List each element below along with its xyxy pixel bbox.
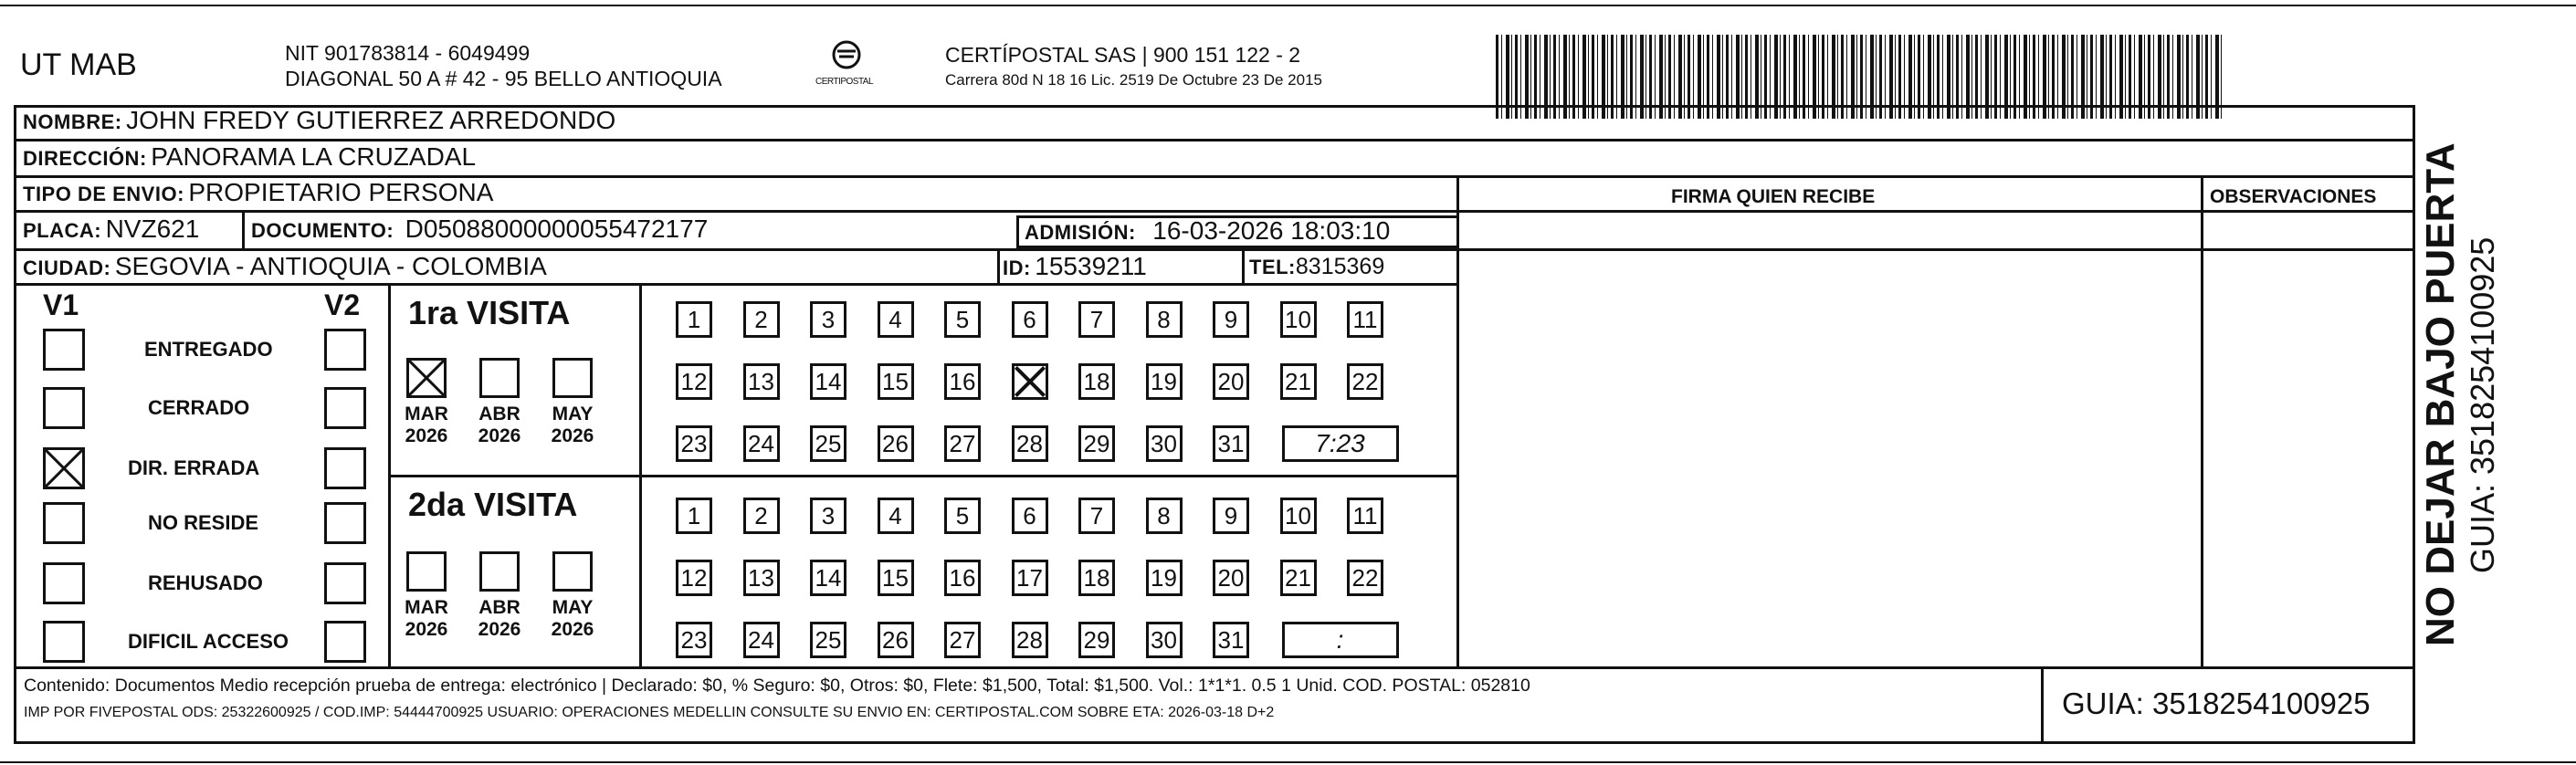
placa-value: NVZ621 [105,215,200,243]
month-name: ABR [478,403,520,424]
month-year: 2026 [405,619,448,640]
day-cell[interactable]: 13 [743,363,780,400]
day-cell[interactable]: 1 [676,498,712,534]
field-divider [242,210,245,248]
day-cell[interactable]: 7 [1078,301,1115,338]
status-label: NO RESIDE [148,511,259,534]
day-cell[interactable]: 9 [1213,498,1249,534]
day-cell[interactable]: 21 [1280,560,1317,596]
company-nit: NIT 901783814 - 6049499 [285,41,531,65]
v2-status-checkbox[interactable] [324,621,366,663]
direccion-value: PANORAMA LA CRUZADAL [151,142,477,171]
v2-status-checkbox[interactable] [324,502,366,544]
v1-status-checkbox[interactable] [43,447,85,489]
tel-field [1249,254,1384,280]
day-cell[interactable]: 27 [944,425,981,462]
status-label: ENTREGADO [144,338,273,361]
v1-header: V1 [43,288,79,321]
field-divider [997,248,1000,283]
month-checkbox[interactable] [479,358,520,398]
month-label [472,597,527,641]
day-cell[interactable]: 6 [1012,301,1048,338]
day-cell[interactable]: 1 [676,301,712,338]
day-cell[interactable]: 3 [810,498,846,534]
month-year: 2026 [478,619,521,640]
day-cell[interactable]: 5 [944,301,981,338]
day-cell[interactable]: 2 [743,498,780,534]
v2-header: V2 [324,288,361,321]
admision-label: ADMISIÓN: [1025,221,1136,244]
side-guia: GUIA: 3518254100925 [2464,236,2501,573]
documento-field [251,215,708,244]
month-checkbox[interactable] [406,358,447,398]
courier-info [945,42,1322,93]
day-cell[interactable]: 8 [1146,498,1183,534]
visit1-title: 1ra VISITA [408,294,571,331]
month-label [545,403,600,447]
v1-status-checkbox[interactable] [43,387,85,429]
month-name: MAR [405,597,448,618]
status-label: DIFICIL ACCESO [128,630,289,653]
admision-field [1025,216,1390,246]
day-cell[interactable]: 12 [676,363,712,400]
day-cell[interactable]: 23 [676,622,712,658]
direccion-label: DIRECCIÓN: [23,147,147,170]
day-cell[interactable]: 24 [743,622,780,658]
placa-label: PLACA: [23,219,102,242]
documento-value: D05088000000055472177 [405,215,709,243]
day-cell[interactable]: 3 [810,301,846,338]
v1-status-checkbox[interactable] [43,502,85,544]
day-cell[interactable]: 5 [944,498,981,534]
visit-time-field[interactable]: 7:23 [1282,425,1399,462]
side-warning: NO DEJAR BAJO PUERTA [2418,142,2463,646]
day-cell[interactable]: 2 [743,301,780,338]
day-cell[interactable]: 26 [878,622,914,658]
company-address: DIAGONAL 50 A # 42 - 95 BELLO ANTIOQUIA [285,67,722,90]
day-cell[interactable]: 19 [1146,363,1183,400]
admision-value: 16-03-2026 18:03:10 [1152,216,1391,245]
company-info [285,40,722,91]
day-cell[interactable]: 17 [1012,560,1048,596]
v2-status-checkbox[interactable] [324,447,366,489]
day-cell[interactable]: 29 [1078,425,1115,462]
v1-status-checkbox[interactable] [43,329,85,371]
day-cell[interactable]: 8 [1146,301,1183,338]
courier-license: Carrera 80d N 18 16 Lic. 2519 De Octubre 23 De 2015 [945,71,1322,89]
company-name: UT MAB [20,47,137,82]
month-checkbox[interactable] [479,551,520,592]
tipo-label: TIPO DE ENVIO: [23,183,184,205]
footer-content-line: Contenido: Documentos Medio recepción prueba de entrega: electrónico | Declarado: $0, % Seguro: $0, Otros: $0, Flete: $1,500, Total: $1,500. Vol.: 1*1*1. 0.5 1 Unid. COD. POSTAL: 052810 [24,676,1530,696]
row-line [14,666,2415,669]
day-cell[interactable]: 18 [1078,560,1115,596]
day-cell[interactable]: 22 [1347,560,1383,596]
tel-value: 8315369 [1295,254,1385,279]
day-cell[interactable]: 22 [1347,363,1383,400]
day-cell[interactable]: 16 [944,363,981,400]
ciudad-field [23,252,547,281]
day-cell[interactable]: 18 [1078,363,1115,400]
ciudad-value: SEGOVIA - ANTIOQUIA - COLOMBIA [114,252,547,280]
day-cell[interactable]: 16 [944,560,981,596]
status-label: DIR. ERRADA [128,456,260,479]
field-divider [1242,248,1245,283]
day-cell[interactable]: 20 [1213,560,1249,596]
footer-print-line: IMP POR FIVEPOSTAL ODS: 25322600925 / COD.IMP: 54444700925 USUARIO: OPERACIONES MEDELLIN CONSULTE SU ENVIO EN: CERTIPOSTAL.COM SOBRE ETA: 2026-03-18 D+2 [24,705,1275,720]
day-cell[interactable]: 7 [1078,498,1115,534]
tipo-row [23,178,493,207]
v1-status-checkbox[interactable] [43,562,85,604]
visit-panel-divider [388,475,1456,477]
day-cell[interactable]: 14 [810,560,846,596]
month-checkbox[interactable] [406,551,447,592]
row-line [14,283,1456,286]
day-cell[interactable]: 28 [1012,622,1048,658]
documento-label: DOCUMENTO: [251,219,394,242]
day-cell[interactable]: 14 [810,363,846,400]
month-year: 2026 [551,619,594,640]
day-cell[interactable]: 4 [878,301,914,338]
month-name: MAY [552,403,594,424]
month-name: MAR [405,403,448,424]
day-cell[interactable]: 20 [1213,363,1249,400]
courier-logo-icon [826,38,867,79]
month-checkbox[interactable] [552,551,593,592]
month-checkbox[interactable] [552,358,593,398]
footer-divider [2041,666,2044,744]
day-cell[interactable]: 12 [676,560,712,596]
ciudad-label: CIUDAD: [23,257,111,279]
row-line [14,210,1456,213]
month-year: 2026 [551,425,594,446]
id-field [1003,252,1147,281]
row-line [14,139,2415,141]
day-cell[interactable]: 29 [1078,622,1115,658]
status-label: REHUSADO [148,571,263,594]
month-name: MAY [552,597,594,618]
day-cell[interactable] [1012,363,1048,400]
courier-logo-text: CERTIPOSTAL [815,77,874,87]
month-label [472,403,527,447]
nombre-label: NOMBRE: [23,110,122,133]
month-label [545,597,600,641]
month-label [399,403,454,447]
day-cell[interactable]: 30 [1146,622,1183,658]
day-cell[interactable]: 26 [878,425,914,462]
bottom-edge-line [0,761,2576,763]
id-value: 15539211 [1035,252,1147,280]
day-cell[interactable]: 15 [878,560,914,596]
firma-column-divider [1456,175,1459,666]
visit-time-field[interactable]: : [1282,622,1399,658]
tel-label: TEL: [1249,256,1296,278]
firma-header: FIRMA QUIEN RECIBE [1671,186,1876,207]
day-cell[interactable]: 30 [1146,425,1183,462]
day-cell[interactable]: 13 [743,560,780,596]
tipo-value: PROPIETARIO PERSONA [188,178,494,206]
column-header-line [1456,210,2415,213]
day-cell[interactable]: 31 [1213,622,1249,658]
month-year: 2026 [478,425,521,446]
direccion-row [23,142,476,172]
month-year: 2026 [405,425,448,446]
day-cell[interactable]: 10 [1280,301,1317,338]
v1-status-checkbox[interactable] [43,621,85,663]
observaciones-header: OBSERVACIONES [2210,186,2377,207]
visit2-title: 2da VISITA [408,486,578,523]
month-name: ABR [478,597,520,618]
day-cell[interactable]: 25 [810,425,846,462]
v2-status-checkbox[interactable] [324,387,366,429]
id-label: ID: [1003,257,1031,279]
nombre-value: JOHN FREDY GUTIERREZ ARREDONDO [126,106,616,134]
day-cell[interactable]: 21 [1280,363,1317,400]
observaciones-column-divider [2201,175,2203,666]
day-cell[interactable]: 4 [878,498,914,534]
day-cell[interactable]: 6 [1012,498,1048,534]
v2-status-checkbox[interactable] [324,329,366,371]
placa-field [23,215,199,244]
month-label [399,597,454,641]
day-cell[interactable]: 11 [1347,498,1383,534]
day-cell[interactable]: 9 [1213,301,1249,338]
day-cell[interactable]: 27 [944,622,981,658]
day-cell[interactable]: 31 [1213,425,1249,462]
status-label: CERRADO [148,396,250,419]
day-cell[interactable]: 10 [1280,498,1317,534]
row-line [14,248,2415,251]
day-cell[interactable]: 19 [1146,560,1183,596]
courier-name: CERTÍPOSTAL SAS | 900 151 122 - 2 [945,43,1301,67]
day-cell[interactable]: 24 [743,425,780,462]
nombre-row [23,106,615,135]
day-cell[interactable]: 28 [1012,425,1048,462]
footer-guia: GUIA: 3518254100925 [2062,686,2371,720]
day-cell[interactable]: 23 [676,425,712,462]
top-edge-line [0,5,2576,6]
v2-status-checkbox[interactable] [324,562,366,604]
day-cell[interactable]: 11 [1347,301,1383,338]
day-cell[interactable]: 15 [878,363,914,400]
day-cell[interactable]: 25 [810,622,846,658]
